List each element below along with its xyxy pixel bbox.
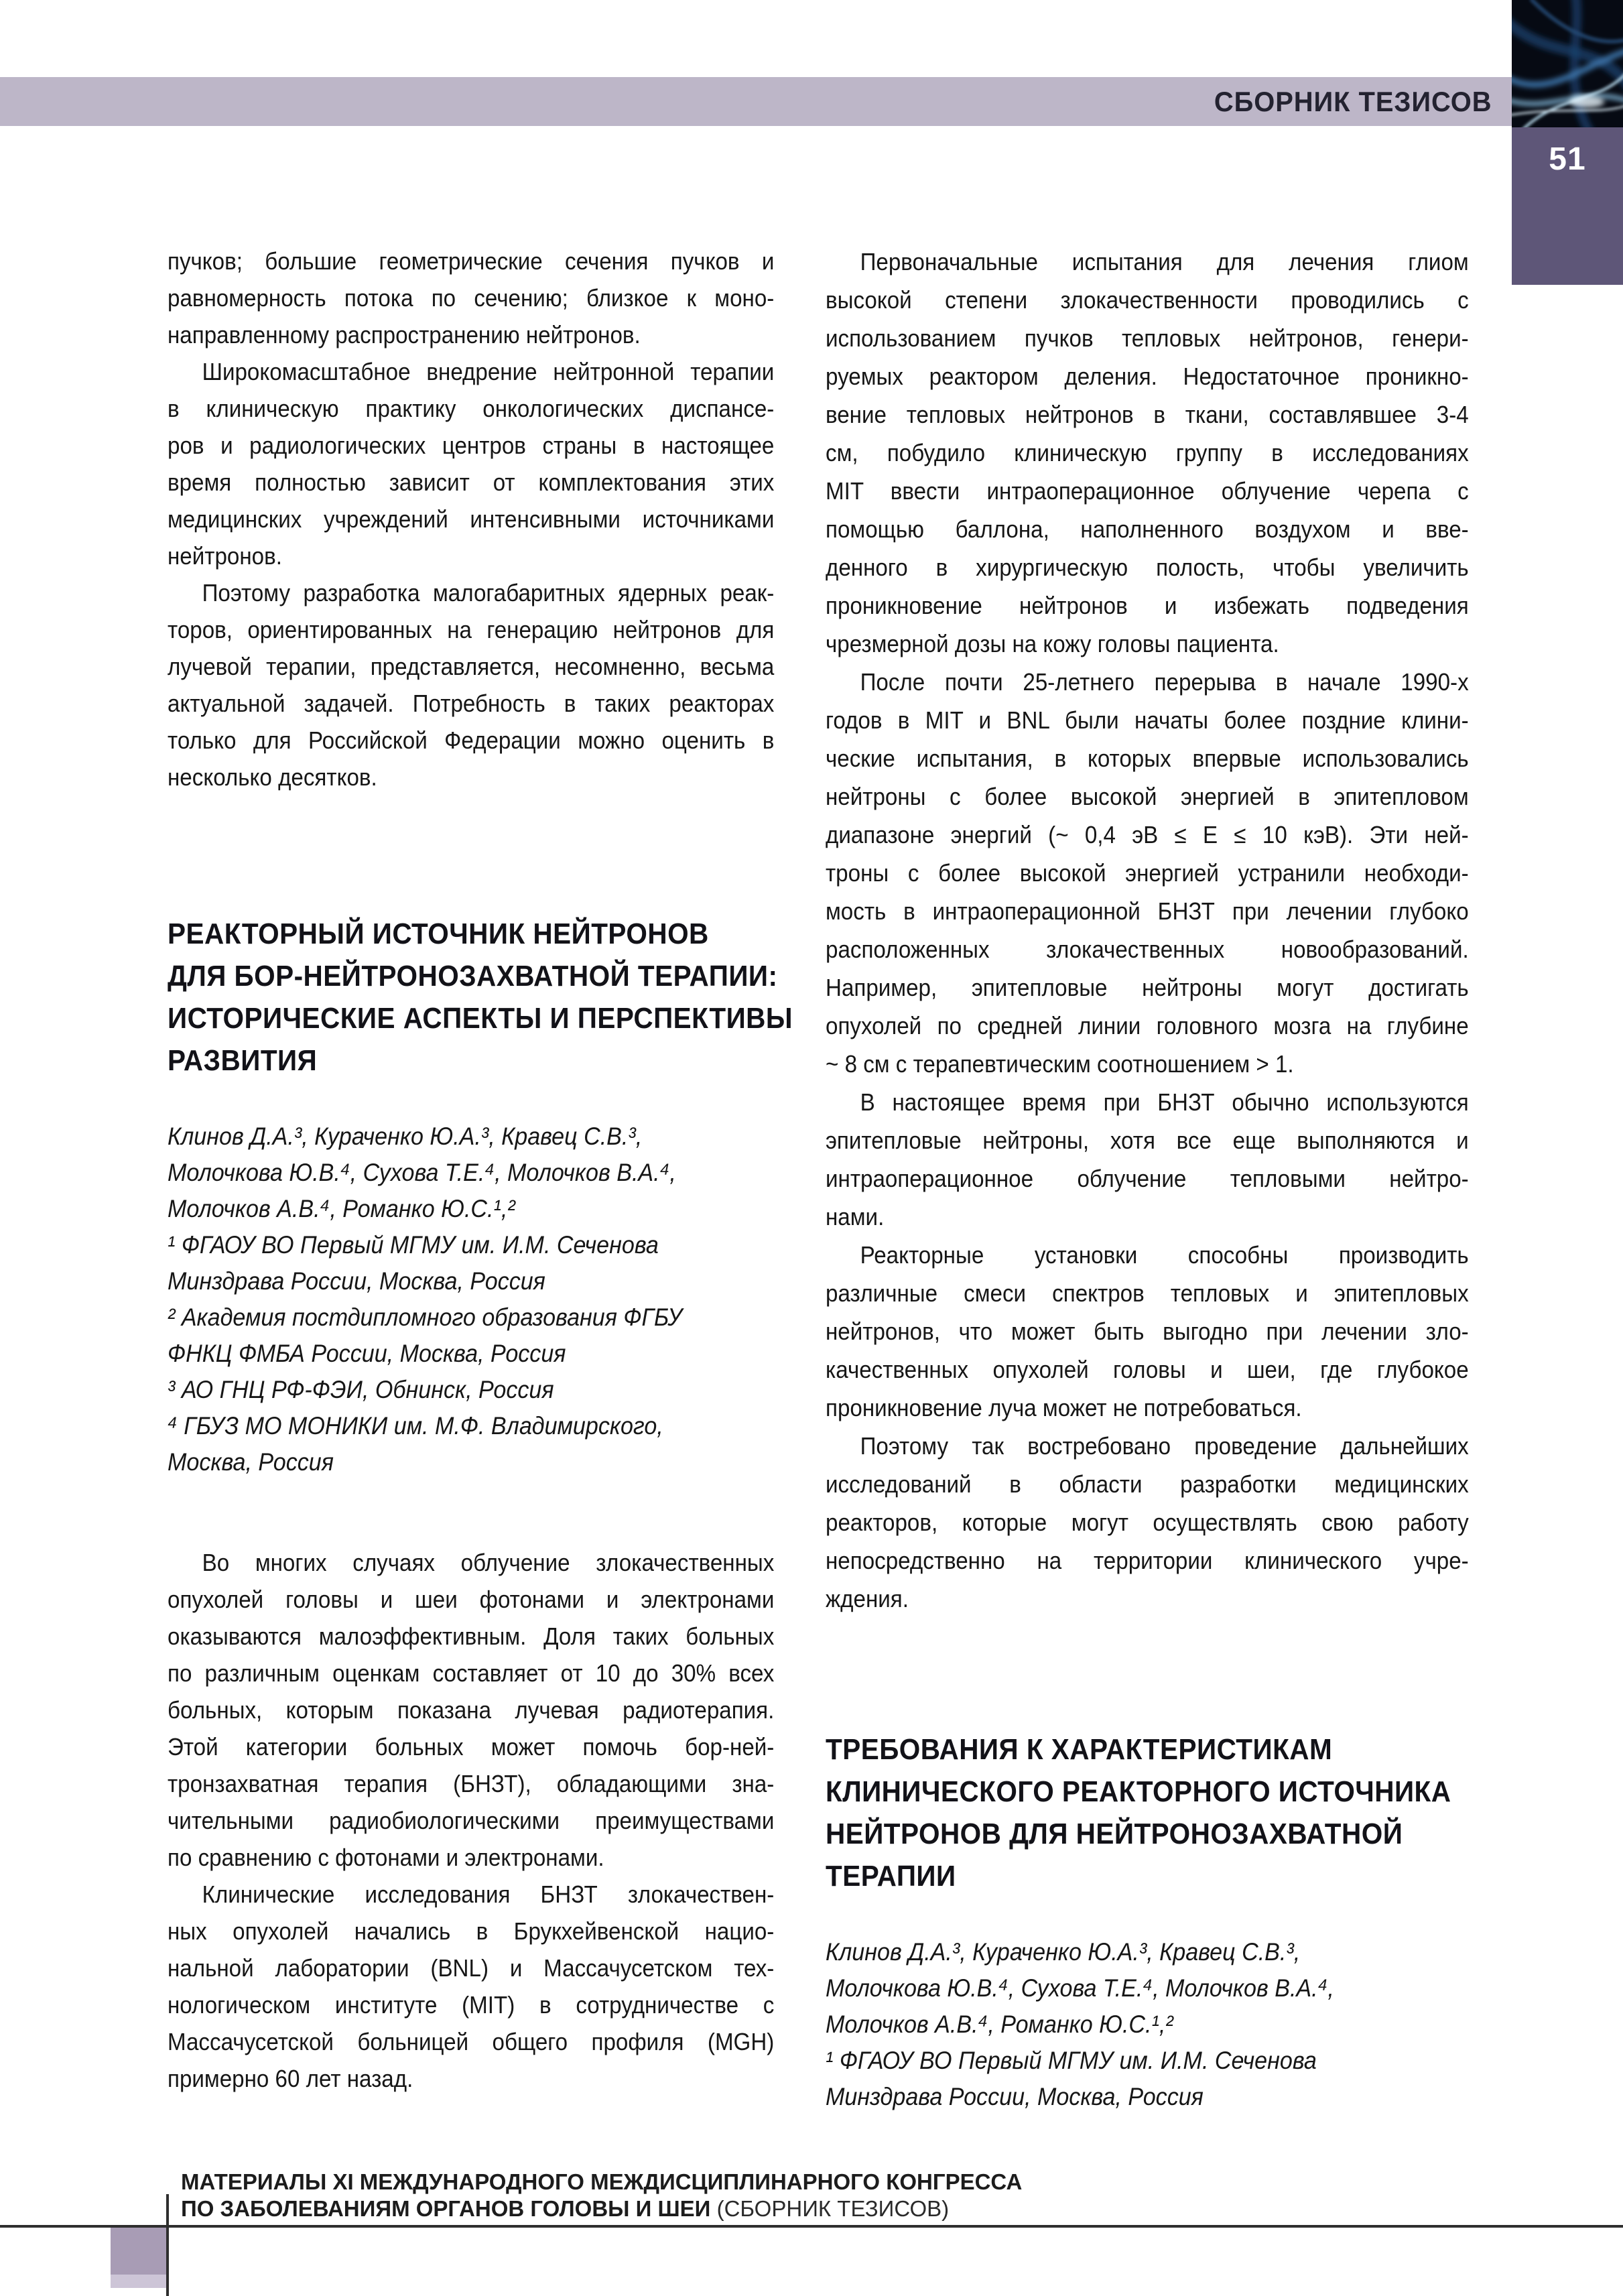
footer-line-1: МАТЕРИАЛЫ XI МЕЖДУНАРОДНОГО МЕЖДИСЦИПЛИНАРНОГО КОНГРЕССА xyxy=(181,2169,1023,2194)
authors-affiliations xyxy=(168,1119,774,1480)
paragraph xyxy=(826,1427,1469,1618)
page-number-box xyxy=(1512,127,1623,285)
text-line: расположенных злокачественных новообразований. xyxy=(826,936,1469,963)
text-line: РЕАКТОРНЫЙ ИСТОЧНИК НЕЙТРОНОВ xyxy=(168,917,709,950)
text-line: ДЛЯ БОР-НЕЙТРОНОЗАХВАТНОЙ ТЕРАПИИ: xyxy=(168,960,778,993)
text-line: по различным оценкам составляет от 10 до 30% всех xyxy=(168,1659,775,1687)
text-line: время полностью зависит от комплектования этих xyxy=(168,468,775,496)
text-line: лучевой терапии, представляется, несомненно, весьма xyxy=(168,653,775,680)
text-line: эпитепловые нейтроны, хотя все еще выполняются и xyxy=(826,1127,1469,1154)
text-line: больных, которым показана лучевая радиотерапия. xyxy=(168,1696,775,1724)
paragraph xyxy=(168,243,774,353)
text-line: Минздрава России, Москва, Россия xyxy=(826,2083,1204,2110)
text-line: в клиническую практику онкологических диспансе- xyxy=(168,395,775,422)
text-line: Например, эпитепловые нейтроны могут достигать xyxy=(826,974,1469,1001)
text-line: нейтронов, что может быть выгодно при лечении зло- xyxy=(826,1318,1469,1345)
text-line: ИСТОРИЧЕСКИЕ АСПЕКТЫ И ПЕРСПЕКТИВЫ xyxy=(168,1002,793,1035)
text-line: Первоначальные испытания для лечения глиом xyxy=(860,248,1469,275)
paragraph xyxy=(168,1876,774,2097)
text-line: опухолей головы и шеи фотонами и электронами xyxy=(168,1586,775,1613)
text-line: ФНКЦ ФМБА России, Москва, Россия xyxy=(168,1340,566,1367)
paragraph xyxy=(826,243,1469,663)
text-line: несколько десятков. xyxy=(168,763,377,791)
text-line: медицинских учреждений интенсивными источниками xyxy=(168,505,775,533)
text-line: чрезмерной дозы на кожу головы пациента. xyxy=(826,630,1279,657)
text-line: интраоперационное облучение тепловыми нейтро- xyxy=(826,1165,1469,1192)
footer-line-2-bold: ПО ЗАБОЛЕВАНИЯМ ОРГАНОВ ГОЛОВЫ И ШЕИ xyxy=(181,2196,711,2221)
text-line: направленному распространению нейтронов. xyxy=(168,321,641,348)
paragraph xyxy=(826,1236,1469,1427)
text-line: непосредственно на территории клинического учре- xyxy=(826,1547,1469,1574)
text-line: нами. xyxy=(826,1203,885,1230)
text-line: опухолей по средней линии головного мозга на глубине xyxy=(826,1012,1469,1039)
text-line: равномерность потока по сечению; близкое к моно- xyxy=(168,284,775,312)
text-line: см, побудило клиническую группу в исследованиях xyxy=(826,439,1469,466)
text-line: ³ АО ГНЦ РФ-ФЭИ, Обнинск, Россия xyxy=(168,1376,554,1403)
left-column xyxy=(168,243,793,2097)
section-title xyxy=(826,1728,1469,1897)
header-band-label: СБОРНИК ТЕЗИСОВ xyxy=(1214,85,1492,117)
text-line: ¹ ФГАОУ ВО Первый МГМУ им. И.М. Сеченова xyxy=(168,1231,659,1259)
text-line: исследований в области разработки медицинских xyxy=(826,1470,1469,1498)
text-line: использованием пучков тепловых нейтронов, генери- xyxy=(826,324,1469,352)
text-line: ТЕРАПИИ xyxy=(826,1860,956,1893)
text-line: актуальной задачей. Потребность в таких реакторах xyxy=(168,690,775,717)
text-line: ных опухолей начались в Брукхейвенской нацио- xyxy=(168,1917,775,1945)
text-line: годов в MIT и BNL были начаты более поздние клини- xyxy=(826,706,1469,734)
text-line: ¹ ФГАОУ ВО Первый МГМУ им. И.М. Сеченова xyxy=(826,2047,1317,2074)
text-line: руемых реактором деления. Недостаточное проникно- xyxy=(826,363,1469,390)
text-line: денного в хирургическую полость, чтобы увеличить xyxy=(826,554,1469,581)
footer-vertical-rule xyxy=(166,2194,169,2296)
footer-decor-square-dark xyxy=(111,2228,166,2275)
text-line: нейтронов. xyxy=(168,542,282,570)
text-line: Массачусетской больницей общего профиля (MGH) xyxy=(168,2028,775,2055)
text-line: Во многих случаях облучение злокачественных xyxy=(202,1549,775,1576)
footer-decor-square-light xyxy=(111,2275,166,2288)
footer-line-2 xyxy=(181,2195,1022,2222)
text-line: тронзахватная терапия (БНЗТ), обладающими зна- xyxy=(168,1770,775,1797)
text-line: Клинов Д.А.³, Кураченко Ю.А.³, Кравец С.В.³, xyxy=(168,1123,643,1150)
text-line: НЕЙТРОНОВ ДЛЯ НЕЙТРОНОЗАХВАТНОЙ xyxy=(826,1817,1403,1850)
text-line: Реакторные установки способны производить xyxy=(860,1241,1469,1269)
text-line: ~ 8 см с терапевтическим соотношением > 1. xyxy=(826,1050,1294,1078)
right-column xyxy=(826,243,1469,2115)
text-line: Молочкова Ю.В.⁴, Сухова Т.Е.⁴, Молочков В.А.⁴, xyxy=(826,1974,1334,2002)
text-line: После почти 25-летнего перерыва в начале 1990-х xyxy=(860,668,1469,696)
footer-congress-note xyxy=(181,2169,1022,2222)
text-line: Этой категории больных может помочь бор-ней- xyxy=(168,1733,775,1761)
text-line: Широкомасштабное внедрение нейтронной терапии xyxy=(202,358,775,385)
text-line: различные смеси спектров тепловых и эпитепловых xyxy=(826,1279,1469,1307)
text-line: Клинические исследования БНЗТ злокачествен- xyxy=(202,1880,775,1908)
text-line: помощью баллона, наполненного воздухом и вве- xyxy=(826,515,1469,543)
text-line: ждения. xyxy=(826,1585,909,1612)
authors-affiliations xyxy=(826,1934,1469,2115)
text-line: проникновение нейтронов и избежать подведения xyxy=(826,592,1469,619)
text-line: чительными радиобиологическими преимуществами xyxy=(168,1807,775,1834)
text-line: Поэтому разработка малогабаритных ядерных реак- xyxy=(202,579,775,607)
text-line: реакторов, которые могут осуществлять свою работу xyxy=(826,1509,1469,1536)
text-line: мость в интраоперационной БНЗТ при лечении глубоко xyxy=(826,897,1469,925)
text-line: оказываются малоэффективным. Доля таких больных xyxy=(168,1622,775,1650)
footer-horizontal-rule xyxy=(0,2225,1623,2228)
header-band xyxy=(0,77,1512,126)
text-line: ТРЕБОВАНИЯ К ХАРАКТЕРИСТИКАМ xyxy=(826,1733,1333,1766)
text-line: нейтроны с более высокой энергией в эпитепловом xyxy=(826,783,1469,810)
footer-line-2-light: (СБОРНИК ТЕЗИСОВ) xyxy=(716,2196,950,2221)
paragraph xyxy=(826,663,1469,1083)
text-line: только для Российской Федерации можно оценить в xyxy=(168,726,775,754)
text-line: вение тепловых нейтронов в ткани, составлявшее 3-4 xyxy=(826,401,1469,428)
paragraph xyxy=(168,353,774,574)
abstract-light-art xyxy=(1512,0,1623,127)
text-line: Молочков А.В.⁴, Романко Ю.С.¹,² xyxy=(168,1195,515,1222)
text-line: ⁴ ГБУЗ МО МОНИКИ им. М.Ф. Владимирского, xyxy=(168,1412,663,1440)
text-line: примерно 60 лет назад. xyxy=(168,2065,413,2092)
paragraph xyxy=(826,1083,1469,1236)
text-line: MIT ввести интраоперационное облучение черепа с xyxy=(826,477,1469,505)
text-line: пучков; большие геометрические сечения пучков и xyxy=(168,247,775,275)
text-line: торов, ориентированных на генерацию нейтронов для xyxy=(168,616,775,643)
text-line: Клинов Д.А.³, Кураченко Ю.А.³, Кравец С.В.³, xyxy=(826,1938,1301,1966)
text-line: Молочкова Ю.В.⁴, Сухова Т.Е.⁴, Молочков В.А.⁴, xyxy=(168,1159,676,1186)
text-line: нальной лаборатории (BNL) и Массачусетском тех- xyxy=(168,1954,775,1982)
text-line: по сравнению с фотонами и электронами. xyxy=(168,1844,604,1871)
text-line: ческие испытания, в которых впервые использовались xyxy=(826,745,1469,772)
text-line: высокой степени злокачественности проводились с xyxy=(826,286,1469,314)
text-line: качественных опухолей головы и шеи, где глубокое xyxy=(826,1356,1469,1383)
text-line: Молочков А.В.⁴, Романко Ю.С.¹,² xyxy=(826,2011,1173,2038)
paragraph xyxy=(168,1544,774,1876)
text-line: Москва, Россия xyxy=(168,1448,334,1476)
text-line: проникновение луча может не потребоваться. xyxy=(826,1394,1302,1421)
text-line: КЛИНИЧЕСКОГО РЕАКТОРНОГО ИСТОЧНИКА xyxy=(826,1775,1451,1808)
text-line: Минздрава России, Москва, Россия xyxy=(168,1267,545,1295)
text-line: троны с более высокой энергией устранили необходи- xyxy=(826,859,1469,887)
text-line: ров и радиологических центров страны в настоящее xyxy=(168,432,775,459)
section-title xyxy=(168,913,793,1082)
text-line: нологическом институте (MIT) в сотрудничестве с xyxy=(168,1991,775,2019)
page-number: 51 xyxy=(1549,141,1586,177)
text-line: РАЗВИТИЯ xyxy=(168,1044,318,1077)
text-line: диапазоне энергий (~ 0,4 эВ ≤ Е ≤ 10 кэВ). Эти ней- xyxy=(826,821,1469,848)
text-line: В настоящее время при БНЗТ обычно используются xyxy=(860,1088,1469,1116)
text-line: ² Академия постдипломного образования ФГБУ xyxy=(168,1303,683,1331)
text-line: Поэтому так востребовано проведение дальнейших xyxy=(860,1432,1469,1460)
paragraph xyxy=(168,574,774,795)
